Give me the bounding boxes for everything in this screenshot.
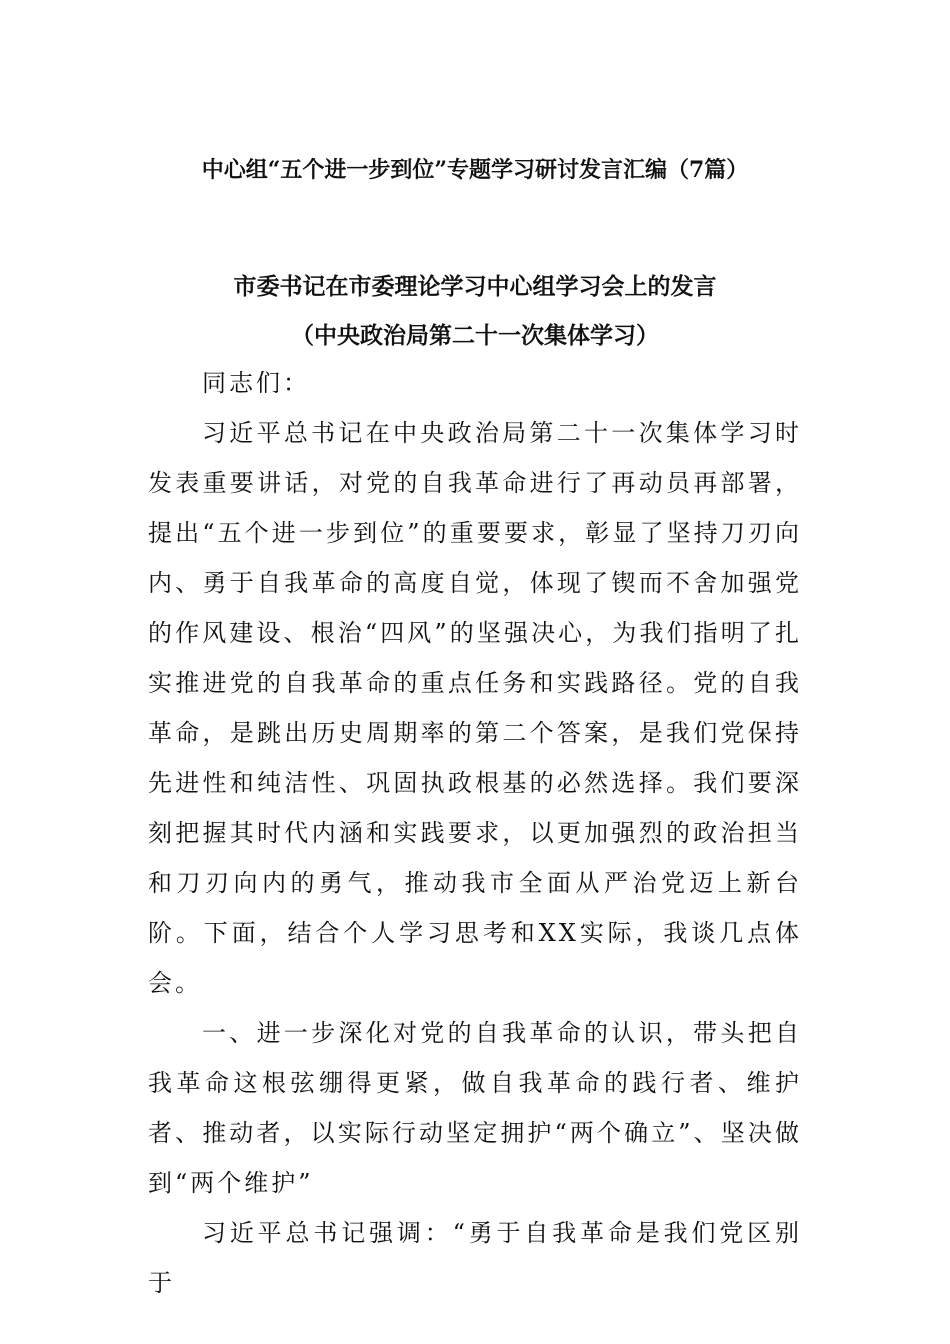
quote-paragraph: 习近平总书记强调：“勇于自我革命是我们党区别于: [148, 1219, 802, 1297]
speech-title: 市委书记在市委理论学习中心组学习会上的发言: [233, 273, 717, 300]
section-heading-paragraph: 一、进一步深化对党的自我革命的认识，带头把自我革命这根弦绷得更紧，做自我革命的践行者、维护者、推动者，以实际行动坚定拥护“两个确立”、坚决做到“两个维护”: [148, 1019, 802, 1197]
speech-subtitle: （中央政治局第二十一次集体学习）: [291, 322, 659, 349]
document-main-title: 中心组“五个进一步到位”专题学习研讨发言汇编（7篇）: [201, 157, 749, 183]
intro-paragraph: 习近平总书记在中央政治局第二十一次集体学习时发表重要讲话，对党的自我革命进行了再动员再部署，提出“五个进一步到位”的重要要求，彰显了坚持刀刃向内、勇于自我革命的高度自觉，体现了锲而不舍加强党的作风建设、根治“四风”的坚强决心，为我们指明了扎实推进党的自我革命的重点任务和实践路径。党的自我革命，是跳出历史周期率的第二个答案，是我们党保持先进性和纯洁性、巩固执政根基的必然选择。我们要深刻把握其时代内涵和实践要求，以更加强烈的政治担当和刀刃向内的勇气，推动我市全面从严治党迈上新台阶。下面，结合个人学习思考和XX实际，我谈几点体会。: [148, 419, 802, 997]
speech-body: [148, 358, 802, 1308]
salutation-paragraph: 同志们：: [202, 369, 310, 397]
